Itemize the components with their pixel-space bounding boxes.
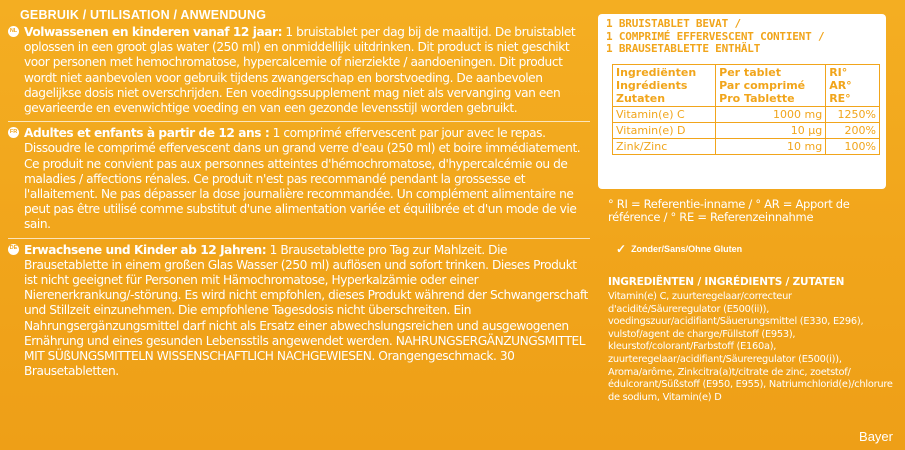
ingredients-text: Vitamin(e) C, zuurteregelaar/correcteur d'acidité/Säureregulator (E500(ii)), voedingszuur/acidifiant/Säuerungsmittel (E330, E296), vulstof/agent de charge/Füllstoff (E953), kleurstof/colorant/Farbstoff (E160a), zuurteregelaar/acidifiant/Säureregulator (E500(i)), Aroma/arôme, Zinkcitra(a)t/citrate de zinc, zoetstof/édulcorant/Süßstoff (E950, E955), Natriumchlorid(e)/chlorure de sodium, Vitamin(e) D [608,291,893,403]
usage-lead-de: Erwachsene und Kinder ab 12 Jahren: [24,242,267,257]
header-ri: RI° AR° RE° [826,65,880,107]
checkmark-icon: ✓ [616,242,627,256]
gluten-free-note [616,242,896,256]
gluten-free-label: Zonder/Sans/Ohne Gluten [631,244,743,254]
brand-logo: Bayer [859,429,893,444]
usage-lead-nl: Volwassenen en kinderen vanaf 12 jaar: [24,25,282,39]
usage-block-nl [8,25,590,116]
table-row: Zink/Zinc 10 mg 100% [613,139,880,155]
table-row: Vitamin(e) D 10 µg 200% [613,123,880,139]
divider [8,238,590,239]
divider [8,121,590,122]
usage-block-de [8,243,590,380]
usage-lead-fr: Adultes et enfants à partir de 12 ans : [24,126,270,141]
usage-text-de: 1 Brausetablette pro Tag zur Mahlzeit. Die Brausetablette in einem großen Glas Wasser (250 ml) auflösen und sofort trinken. Dieses Produkt ist nicht geeignet für Personen mit Hämochromatose, Hyperkalzämie oder einer Nierenerkrankung/-störung. Es wird nicht empfohlen, dieses Produkt während der Schwangerschaft und Stillzeit einzunehmen. Die empfohlene Tagesdosis nicht überschreiten. Ein Nahrungsergänzungsmittel darf nicht als Ersatz einer abwechslungsreichen und ausgewogenen Ernährung und eines gesunden Lebensstils angewendet werden. NAHRUNGSERGÄNZUNGSMITTEL MIT SÜßUNGSMITTELN WISSENSCHAFTLICH NACHGEWIESEN. Orangengeschmack. 30 Brausetabletten. [24,242,588,379]
usage-block-fr [8,126,590,232]
language-badge-icon: DE [8,244,19,255]
nutrition-box [598,14,886,189]
usage-heading: GEBRUIK / UTILISATION / ANWENDUNG [20,8,267,22]
language-badge-icon: NL [8,26,19,37]
nutrition-header-row [613,65,880,107]
usage-text-nl: 1 bruistablet per dag bij de maaltijd. De bruistablet oplossen in een groot glas water (250 ml) en onmiddellijk uitdrinken. Dit product is niet geschikt voor personen met hemochromatose, hypercalcemie of nierziekte / aandoeningen. Dit product wordt niet aanbevolen voor gebruik tijdens zwangerschap en borstvoeding. De aanbevolen dagelijkse dosis niet overschrijden. Een voedingssupplement mag niet als vervanging van een gevarieerde en evenwichtige voeding en van een gezonde levensstijl worden gebruikt. [24,25,576,116]
usage-text-fr: 1 comprimé effervescent par jour avec le repas. Dissoudre le comprimé effervescent dans un grand verre d'eau (250 ml) et boire immédiatement. Ce produit ne convient pas aux personnes atteintes d'hémochromatose, d'hypercalcémie ou de maladies / affections rénales. Ce produit n'est pas recommandé pendant la grossesse et l'allaitement. Ne pas dépasser la dose journalière recommandée. Un complément alimentaire ne peut pas être utilisé comme substitut d'une alimentation variée et équilibrée et d'un mode de vie sain. [24,126,581,232]
header-ingredients: Ingrediënten Ingrédients Zutaten [613,65,716,107]
nutrition-table [612,64,880,155]
header-per-tablet: Per tablet Par comprimé Pro Tablette [716,65,826,107]
language-badge-icon: FR [8,127,19,138]
ri-footnote: ° RI = Referentie-inname / ° AR = Apport de référence / ° RE = Referenzeinnahme [608,197,850,224]
nutrition-title: 1 BRUISTABLET BEVAT / 1 COMPRIMÉ EFFERVESCENT CONTIENT / 1 BRAUSETABLETTE ENTHÄLT [606,17,825,55]
info-section [598,14,896,404]
ingredients-title: INGREDIËNTEN / INGRÉDIENTS / ZUTATEN [608,276,845,288]
table-row: Vitamin(e) C 1000 mg 1250% [613,107,880,123]
usage-section [8,8,590,384]
